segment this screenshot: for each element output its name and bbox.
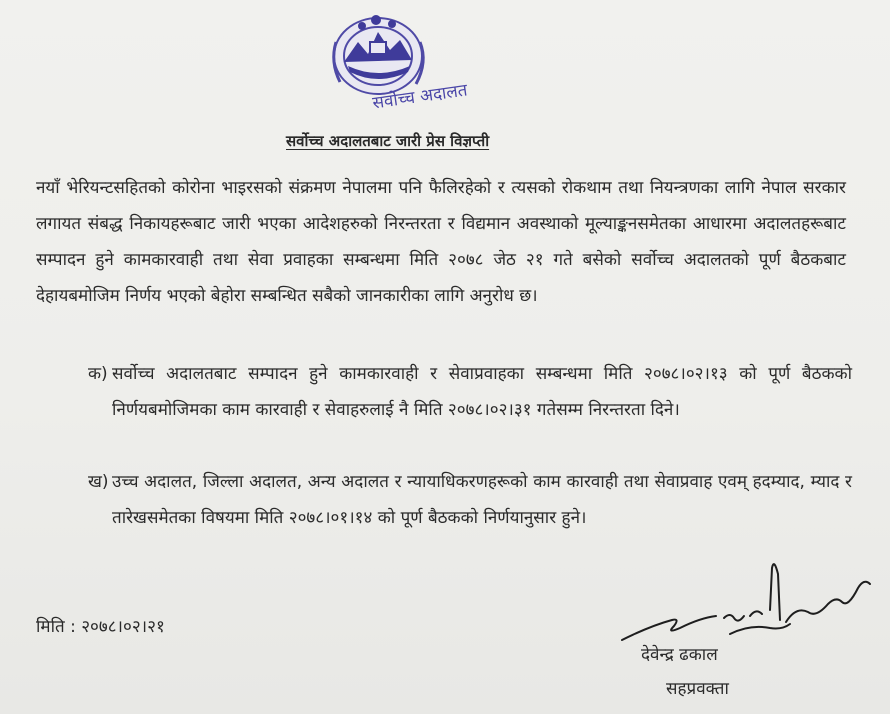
signatory-title: सहप्रवक्ता xyxy=(666,679,729,699)
signatory-name: देवेन्द्र ढकाल xyxy=(641,645,718,665)
item-text: सर्वोच्च अदालतबाट सम्पादन हुने कामकारवाही र सेवाप्रवाहका सम्बन्धमा मिति २०७८।०२।१३ को पूर्ण बैठकको निर्णयबमोजिमका काम कारवाही र सेवाहरुलाई नै मिति २०७८।०२।३१ गतेसम्म निरन्तरता दिने। xyxy=(112,364,852,420)
item-letter: क) xyxy=(88,364,108,384)
item-letter: ख) xyxy=(88,472,109,492)
decision-item-ka xyxy=(88,356,852,472)
seal-text: सर्वोच्च अदालत xyxy=(371,80,469,114)
notice-date: मिति : २०७८।०२।२१ xyxy=(36,617,165,637)
notice-title: सर्वोच्च अदालतबाट जारी प्रेस विज्ञप्ती xyxy=(286,132,490,150)
item-text: उच्च अदालत, जिल्ला अदालत, अन्य अदालत र न्यायाधिकरणहरूको काम कारवाही तथा सेवाप्रवाह एवम् हदम्याद, म्याद र तारेखसमेतका विषयमा मिति २०७८।०१।१४ को पूर्ण बैठकको निर्णयानुसार हुने। xyxy=(112,472,852,528)
notice-paragraph: नयाँ भेरियन्टसहितको कोरोना भाइरसको संक्रमण नेपालमा पनि फैलिरहेको र त्यसको रोकथाम तथा नियन्त्रणका लागि नेपाल सरकार लगायत संबद्ध निकायहरूबाट जारी भएका आदेशहरुको निरन्तरता र विद्यमान अवस्थाको मूल्याङ्कनसमेतका आधारमा अदालतहरूबाट सम्पादन हुने कामकारवाही तथा सेवा प्रवाहका सम्बन्धमा मिति २०७८ जेठ २१ गते बसेको सर्वोच्च अदालतको पूर्ण बैठकबाट देहायबमोजिम निर्णय भएको बेहोरा सम्बन्धित सबैको जानकारीका लागि अनुरोध छ। xyxy=(36,178,846,306)
